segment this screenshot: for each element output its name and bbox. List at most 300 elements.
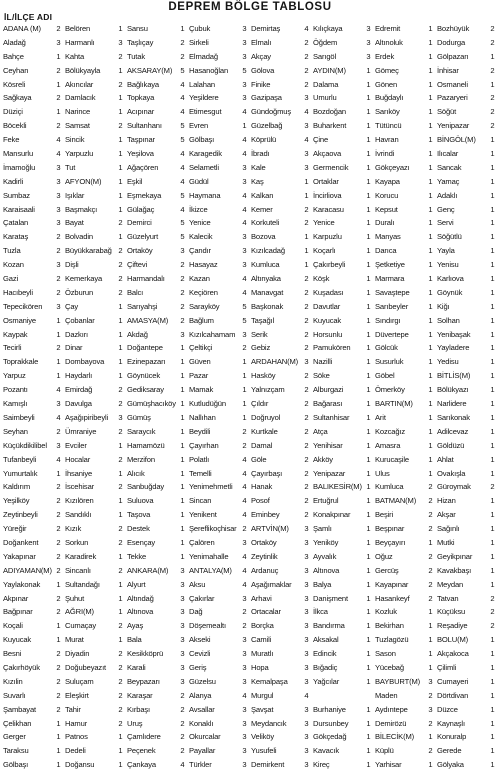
zone-number: 1 (428, 79, 433, 89)
district-name: Akçay (251, 51, 271, 61)
zone-number: 1 (490, 301, 495, 311)
zone-number: 3 (304, 760, 309, 770)
zone-number: 1 (366, 149, 371, 159)
zone-number: 1 (428, 662, 433, 672)
zone-number: 2 (118, 704, 123, 714)
district-name: Gebiz (251, 343, 271, 353)
zone-number: 2 (304, 274, 309, 284)
zone-number: 1 (490, 524, 495, 534)
zone-number: 2 (180, 315, 185, 325)
zone-number: 3 (304, 607, 309, 617)
zone-number: 1 (366, 315, 371, 325)
district-name: Kızık (65, 524, 82, 534)
zone-number: 1 (304, 246, 309, 256)
district-name: Aşağıpiribeyli (65, 412, 109, 422)
zone-number: 1 (242, 399, 247, 409)
zone-number: 3 (180, 621, 185, 631)
zone-number: 1 (366, 121, 371, 131)
zone-number: 2 (180, 37, 185, 47)
district-name: Ömerköy (375, 385, 405, 395)
zone-number: 1 (118, 510, 123, 520)
zone-number: 1 (428, 162, 433, 172)
district-name: Ağaçören (127, 162, 159, 172)
district-name: Dişli (65, 260, 79, 270)
zone-number: 5 (180, 190, 185, 200)
district-name: Pozantı (3, 385, 28, 395)
district-name: Kayapınar (375, 579, 409, 589)
district-name: Gazi (3, 274, 19, 284)
district-name: Sincik (65, 135, 85, 145)
district-name: Bekirhan (375, 621, 404, 631)
zone-number: 1 (118, 135, 123, 145)
district-name: Hamamözü (127, 440, 165, 450)
district-name: Korucu (375, 190, 399, 200)
district-name: Kozan (3, 260, 24, 270)
district-name: Ayvalık (313, 551, 337, 561)
zone-number: 2 (118, 676, 123, 686)
district-name: Yağcılar (313, 676, 340, 686)
district-name: Gümüşhacıköy (127, 399, 176, 409)
district-name: Hanak (251, 482, 273, 492)
district-name: Gazipaşa (251, 93, 282, 103)
district-name: Reşadiye (437, 621, 468, 631)
zone-number: 2 (428, 565, 433, 575)
zone-number: 2 (180, 704, 185, 714)
district-name: Susurluk (375, 357, 404, 367)
district-name: Kumluca (251, 260, 280, 270)
zone-number: 1 (304, 232, 309, 242)
district-name: İscehisar (65, 482, 95, 492)
zone-number: 2 (304, 371, 309, 381)
document-title: DEPREM BÖLGE TABLOSU (168, 1, 332, 13)
zone-number: 2 (428, 496, 433, 506)
zone-number: 5 (180, 121, 185, 131)
zone-number: 1 (366, 79, 371, 89)
district-name: Şavşat (251, 704, 274, 714)
zone-number: 1 (366, 537, 371, 547)
district-name: Kemalpaşa (251, 676, 288, 686)
district-name: Kamışlı (3, 399, 28, 409)
zone-number: 1 (428, 649, 433, 659)
district-name: Sorkun (65, 537, 89, 547)
zone-number: 3 (180, 579, 185, 589)
zone-number: 2 (118, 218, 123, 228)
district-name: Akdağ (127, 329, 148, 339)
district-name: Kazan (189, 274, 210, 284)
district-name: Kozluk (375, 607, 397, 617)
zone-number: 1 (428, 454, 433, 464)
district-name: Güroymak (437, 482, 471, 492)
district-name: Yenipazar (437, 121, 470, 131)
district-name: Pamukören (313, 343, 351, 353)
zone-number: 3 (304, 121, 309, 131)
district-name: Çiftevi (127, 260, 148, 270)
district-name: Manyas (375, 232, 401, 242)
zone-number: 4 (242, 482, 247, 492)
zone-number: 1 (118, 551, 123, 561)
district-name: Hasanoğlan (189, 65, 229, 75)
district-name: Burhaniye (313, 704, 346, 714)
district-name: İlkca (313, 607, 328, 617)
zone-number: 1 (180, 551, 185, 561)
district-name: Çelikhan (3, 718, 32, 728)
district-name: Öğdem (313, 37, 338, 47)
zone-number: 2 (118, 524, 123, 534)
zone-number: 1 (428, 301, 433, 311)
district-name: Çeltikçi (189, 343, 213, 353)
district-name: Köprülü (251, 135, 277, 145)
zone-number: 4 (242, 274, 247, 284)
district-name: Taraksu (3, 746, 29, 756)
zone-number: 1 (428, 51, 433, 61)
zone-number: 2 (428, 551, 433, 561)
district-name: Aksakal (313, 635, 339, 645)
district-name: Damal (251, 440, 273, 450)
zone-number: 3 (242, 649, 247, 659)
zone-number: 1 (242, 385, 247, 395)
zone-number: 5 (242, 65, 247, 75)
zone-number: 1 (490, 662, 495, 672)
zone-number: 1 (180, 524, 185, 534)
district-name: Aşağımaklar (251, 579, 292, 589)
district-name: Balcı (127, 287, 144, 297)
district-name: Kesikköprü (127, 649, 164, 659)
district-name: Bölükyayla (65, 65, 101, 75)
zone-number: 1 (428, 218, 433, 228)
district-name: Zeytinbeyli (3, 510, 38, 520)
zone-number: 1 (428, 732, 433, 742)
zone-number: 4 (242, 496, 247, 506)
district-name: Solhan (437, 315, 460, 325)
district-name: Kale (251, 162, 266, 172)
district-name: Şetketiye (375, 260, 405, 270)
zone-number: 3 (304, 537, 309, 547)
district-name: Tütüncü (375, 121, 402, 131)
district-name: AĞRI(M) (65, 607, 94, 617)
zone-number: 2 (56, 704, 61, 714)
zone-number: 1 (490, 565, 495, 575)
zone-number: 3 (304, 649, 309, 659)
district-name: Karali (127, 662, 146, 672)
district-name: Altınova (127, 607, 154, 617)
zone-number: 5 (180, 65, 185, 75)
district-name: Karagedik (189, 149, 222, 159)
zone-number: 1 (180, 371, 185, 381)
zone-number: 3 (242, 93, 247, 103)
district-name: Çakırlar (189, 593, 215, 603)
district-name: Gediksaray (127, 385, 164, 395)
zone-number: 3 (242, 79, 247, 89)
district-name: Pazar (189, 371, 209, 381)
district-name: Çayırhan (189, 440, 219, 450)
zone-number: 2 (56, 496, 61, 506)
district-name: Alyurt (127, 579, 146, 589)
district-name: Hizan (437, 496, 456, 506)
zone-number: 1 (490, 232, 495, 242)
district-name: Sirkeli (189, 37, 209, 47)
zone-number: 2 (180, 51, 185, 61)
zone-number: 1 (490, 746, 495, 756)
zone-number: 3 (304, 93, 309, 103)
zone-number: 1 (118, 440, 123, 450)
district-name: Döşemealtı (189, 621, 226, 631)
zone-number: 3 (304, 704, 309, 714)
district-name: Manavgat (251, 287, 284, 297)
district-name: Aksu (189, 579, 206, 589)
zone-number: 1 (428, 274, 433, 284)
zone-number: 1 (428, 149, 433, 159)
zone-number: 4 (180, 760, 185, 770)
district-name: Sarıbeyler (375, 301, 409, 311)
district-name: Koçarlı (313, 246, 336, 256)
district-name: Kızılin (3, 676, 23, 686)
district-name: Tuzlagözü (375, 635, 409, 645)
zone-number: 1 (366, 621, 371, 631)
zone-number: 3 (304, 676, 309, 686)
zone-number: 1 (428, 246, 433, 256)
zone-number: 2 (180, 732, 185, 742)
district-name: Akseki (189, 635, 211, 645)
district-name: Edincik (313, 649, 337, 659)
district-name: İkizce (189, 204, 208, 214)
district-name: Karadirek (65, 551, 97, 561)
zone-number: 1 (180, 510, 185, 520)
zone-number: 1 (366, 732, 371, 742)
zone-number: 1 (490, 399, 495, 409)
zone-number: 1 (118, 149, 123, 159)
zone-number: 1 (490, 79, 495, 89)
zone-number: 1 (56, 621, 61, 631)
district-name: Türkler (189, 760, 212, 770)
zone-number: 1 (428, 440, 433, 450)
zone-number: 1 (366, 232, 371, 242)
district-name: Sanbuğday (127, 482, 165, 492)
zone-number: 1 (490, 732, 495, 742)
district-name: Yeşilova (127, 149, 154, 159)
district-name: Şambayat (3, 704, 36, 714)
zone-number: 2 (118, 537, 123, 547)
district-name: Alıcık (127, 468, 145, 478)
district-name: Işıklar (65, 190, 85, 200)
zone-number: 2 (118, 287, 123, 297)
zone-number: 4 (304, 690, 309, 700)
district-name: Aydıntepe (375, 704, 408, 714)
zone-number: 2 (118, 274, 123, 284)
zone-number: 2 (490, 607, 495, 617)
district-name: Kalkan (251, 190, 274, 200)
zone-number: 1 (118, 93, 123, 103)
district-name: Söke (313, 371, 330, 381)
district-name: Kurtkale (251, 426, 278, 436)
district-name: Beypazarı (127, 676, 160, 686)
zone-number: 3 (304, 565, 309, 575)
zone-number: 1 (366, 135, 371, 145)
district-name: Kızılcahamam (189, 329, 236, 339)
zone-number: 2 (304, 287, 309, 297)
zone-number: 4 (304, 24, 309, 33)
zone-number: 1 (366, 260, 371, 270)
zone-number: 4 (242, 218, 247, 228)
zone-number: 2 (56, 649, 61, 659)
zone-number: 2 (242, 440, 247, 450)
zone-number: 2 (304, 218, 309, 228)
zone-number: 2 (118, 454, 123, 464)
district-name: Taşova (127, 510, 151, 520)
zone-number: 1 (490, 260, 495, 270)
zone-number: 1 (366, 551, 371, 561)
zone-number: 1 (428, 371, 433, 381)
district-name: Yeşildere (189, 93, 219, 103)
zone-number: 1 (490, 51, 495, 61)
zone-number: 2 (180, 287, 185, 297)
zone-number: 3 (180, 662, 185, 672)
zone-number: 2 (118, 662, 123, 672)
zone-number: 2 (180, 746, 185, 756)
district-name: Çilimli (437, 662, 457, 672)
district-name: Avsallar (189, 704, 215, 714)
zone-number: 3 (242, 635, 247, 645)
district-name: Göldüzü (437, 440, 465, 450)
district-name: Sarıkonak (437, 412, 470, 422)
zone-number: 1 (366, 204, 371, 214)
zone-number: 2 (304, 426, 309, 436)
district-name: Korkuteli (251, 218, 280, 228)
district-name: Demirkent (251, 760, 285, 770)
zone-number: 2 (180, 690, 185, 700)
zone-number: 1 (490, 704, 495, 714)
district-name: Beydili (189, 426, 211, 436)
zone-number: 1 (366, 454, 371, 464)
zone-number: 1 (118, 746, 123, 756)
district-name: Akpınar (3, 593, 29, 603)
district-name: Tatvan (437, 593, 459, 603)
district-name: Yüreğir (3, 524, 27, 534)
district-name: Yaylakonak (3, 579, 41, 589)
zone-number: 1 (366, 760, 371, 770)
zone-number: 2 (118, 565, 123, 575)
district-name: Amasra (375, 440, 401, 450)
zone-number: 1 (490, 162, 495, 172)
district-name: Akçakoca (437, 649, 469, 659)
zone-number: 1 (180, 454, 185, 464)
district-name: Güven (189, 357, 211, 367)
zone-number: 3 (242, 37, 247, 47)
district-name: Suluova (127, 496, 154, 506)
zone-number: 1 (428, 621, 433, 631)
zone-number: 1 (428, 107, 433, 117)
zone-number: 3 (56, 218, 61, 228)
district-name: Aladağ (3, 37, 26, 47)
district-name: Mutki (437, 537, 455, 547)
zone-number: 2 (118, 482, 123, 492)
zone-number: 1 (180, 24, 185, 33)
district-name: Buğdaylı (375, 93, 404, 103)
district-name: Feke (3, 135, 20, 145)
zone-number: 2 (304, 37, 309, 47)
zone-number: 4 (56, 385, 61, 395)
zone-number: 1 (490, 412, 495, 422)
district-name: Kutludüğün (189, 399, 226, 409)
district-name: Çalören (189, 537, 215, 547)
zone-number: 1 (428, 635, 433, 645)
zone-number: 3 (180, 649, 185, 659)
zone-number: 2 (304, 399, 309, 409)
district-name: Başkonak (251, 301, 284, 311)
zone-number: 2 (304, 454, 309, 464)
zone-number: 1 (428, 135, 433, 145)
zone-number: 1 (428, 426, 433, 436)
district-name: BALIKESİR(M) (313, 482, 362, 492)
zone-number: 3 (242, 746, 247, 756)
district-name: Balya (313, 579, 332, 589)
district-name: Yeniköy (313, 537, 339, 547)
zone-number: 1 (428, 121, 433, 131)
district-name: Danişment (313, 593, 348, 603)
district-name: Mansurlu (3, 149, 34, 159)
zone-number: 5 (180, 135, 185, 145)
district-name: Atça (313, 426, 328, 436)
district-name: Servi (437, 218, 454, 228)
district-name: Evren (189, 121, 209, 131)
district-name: Maden (375, 690, 398, 700)
district-name: Köşk (313, 274, 330, 284)
district-name: Sumbaz (3, 190, 30, 200)
zone-number: 1 (56, 732, 61, 742)
district-name: Tuzla (3, 246, 21, 256)
district-name: Küçüksu (437, 607, 466, 617)
zone-number: 2 (118, 690, 123, 700)
district-name: AFYON(M) (65, 176, 102, 186)
district-name: Yenihisar (313, 440, 343, 450)
district-name: Eşkil (127, 176, 143, 186)
district-name: Beşiri (375, 510, 394, 520)
district-name: Dodurga (437, 37, 466, 47)
district-name: Finike (251, 79, 271, 89)
zone-number (363, 689, 374, 703)
district-name: Serik (251, 329, 268, 339)
zone-number: 1 (366, 468, 371, 478)
district-name: Patnos (65, 732, 88, 742)
district-name: Kuyucak (313, 315, 342, 325)
zone-number: 2 (56, 121, 61, 131)
zone-number: 1 (428, 190, 433, 200)
district-name: Yenimehmetli (189, 482, 233, 492)
district-name: Dombayova (65, 357, 105, 367)
district-name: ARTVİN(M) (251, 524, 289, 534)
district-name: Kızılören (65, 496, 94, 506)
zone-number: 2 (56, 524, 61, 534)
zone-number: 3 (304, 162, 309, 172)
zone-number: 1 (118, 579, 123, 589)
zone-number: 2 (490, 24, 495, 33)
district-name: Doğankent (3, 537, 39, 547)
zone-number: 4 (242, 287, 247, 297)
zone-number: 1 (118, 593, 123, 603)
zone-number: 1 (366, 496, 371, 506)
zone-number: 1 (366, 287, 371, 297)
zone-number: 4 (56, 412, 61, 422)
district-name: Camili (251, 635, 272, 645)
zone-number: 2 (428, 524, 433, 534)
district-name: Gölova (251, 65, 275, 75)
zone-number: 1 (366, 190, 371, 200)
zone-number: 1 (366, 676, 371, 686)
district-name: Düziçi (3, 107, 23, 117)
district-name: Acıpınar (127, 107, 155, 117)
district-name: Karlıova (437, 274, 464, 284)
zone-number: 2 (118, 260, 123, 270)
district-name: Sansu (127, 24, 148, 33)
